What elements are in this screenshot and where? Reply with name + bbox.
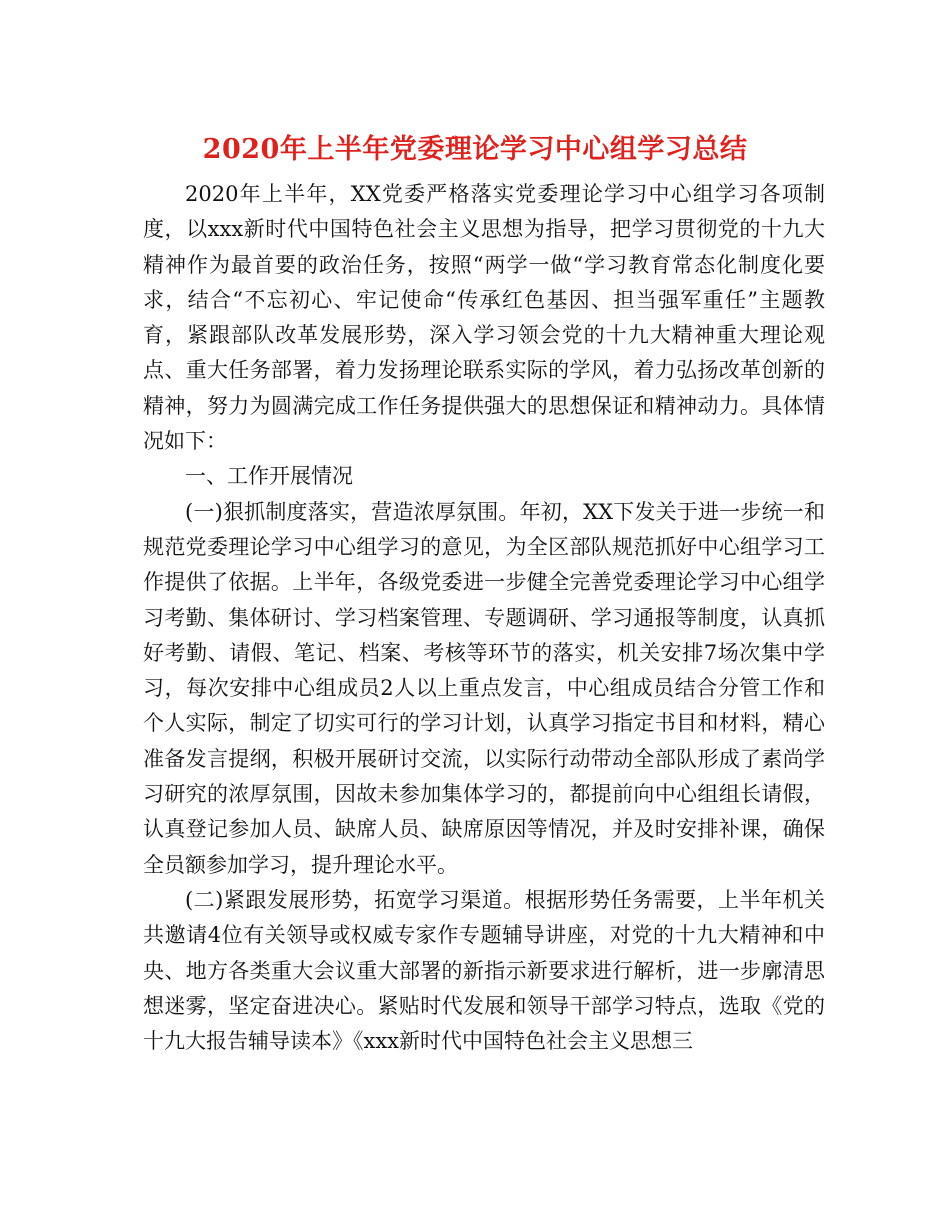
paragraph-item-2: (二)紧跟发展形势，拓宽学习渠道。根据形势任务需要，上半年机关共邀请4位有关领导或权威专家作专题辅导讲座，对党的十九大精神和中央、地方各类重大会议重大部署的新指示新要求进行解析，进一步廓清思想迷雾，坚定奋进决心。紧贴时代发展和领导干部学习特点，选取《党的十九大报告辅导读本》《xxx新时代中国特色社会主义思想三 <box>143 887 825 1054</box>
paragraph-intro: 2020年上半年，XX党委严格落实党委理论学习中心组学习各项制度，以xxx新时代中国特色社会主义思想为指导，把学习贯彻党的十九大精神作为最首要的政治任务，按照“两学一做“学习教育常态化制度化要求，结合“不忘初心、牢记使命“传承红色基因、担当强军重任”主题教育，紧跟部队改革发展形势，深入学习领会党的十九大精神重大理论观点、重大任务部署，着力发扬理论联系实际的学风，着力弘扬改革创新的精神，努力为圆满完成工作任务提供强大的思想保证和精神动力。具体情况如下： <box>143 182 825 454</box>
document-title: 2020年上半年党委理论学习中心组学习总结 <box>202 134 748 165</box>
document-body <box>143 177 825 1059</box>
section-heading: 一、工作开展情况 <box>185 464 353 489</box>
paragraph-item-1: (一)狠抓制度落实，营造浓厚氛围。年初，XX下发关于进一步统一和规范党委理论学习中心组学习的意见，为全区部队规范抓好中心组学习工作提供了依据。上半年，各级党委进一步健全完善党委理论学习中心组学习考勤、集体研讨、学习档案管理、专题调研、学习通报等制度，认真抓好考勤、请假、笔记、档案、考核等环节的落实，机关安排7场次集中学习，每次安排中心组成员2人以上重点发言，中心组成员结合分管工作和个人实际，制定了切实可行的学习计划，认真学习指定书目和材料，精心准备发言提纲，积极开展研讨交流，以实际行动带动全部队形成了素尚学习研究的浓厚氛围，因故未参加集体学习的，都提前向中心组组长请假，认真登记参加人员、缺席人员、缺席原因等情况，并及时安排补课，确保全员额参加学习，提升理论水平。 <box>143 499 825 877</box>
